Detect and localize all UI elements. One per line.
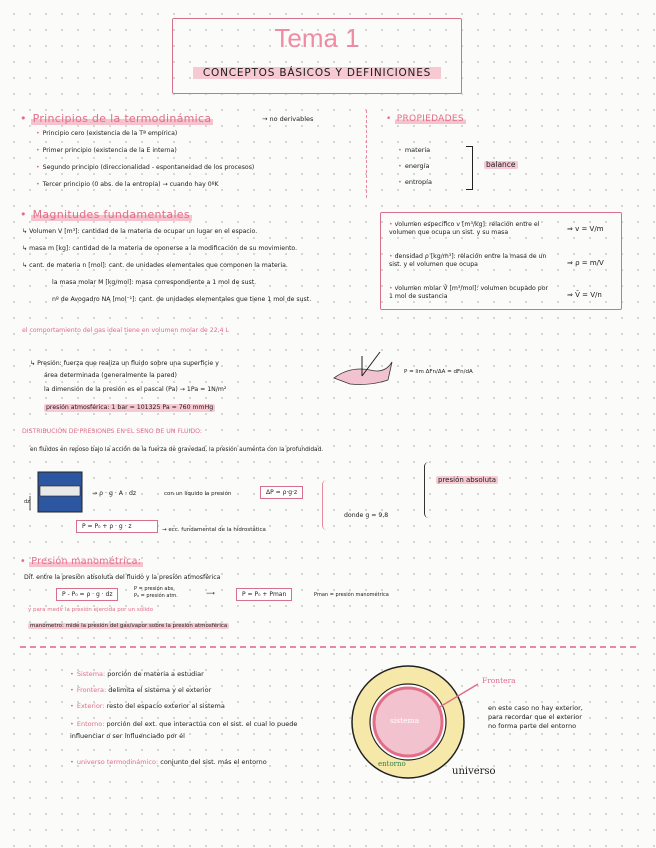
presion-line2: área determinada (generalmente la pared) [44,372,177,379]
list-item: • Principio cero (existencia de la Tª empírica) [36,130,254,138]
eq-main-note: → ecc. fundamental de la hidrostática [162,527,266,533]
propiedades-heading: • PROPIEDADES [386,114,464,124]
frontera-arrow-icon [436,680,482,710]
list-item: • Entorno: porción del ext. que interactúa con el sist. el cual lo puede influenciar o ser influenciado por él [70,718,300,742]
donde-label: donde g ≈ 9,8 [344,512,389,519]
magnitudes-list [22,228,311,304]
principios-heading: • Principios de la termodinámica [20,112,212,125]
specific-formula-1: ⇒ v = V/m [567,225,604,233]
brace-big [424,462,433,518]
eq-mid: con un líquido la presión [164,491,232,497]
universo-label: universo [452,766,496,777]
brace [466,146,473,190]
eq-box-small: ΔP = ρ·g·z [260,486,303,499]
pink-note: y para medir la presión ejercida por un sólido [28,607,153,613]
presion-line1: ↳ Presión: fuerza que realiza un fluido sobre una superficie y [30,360,219,367]
presion-absoluta-label: presión absoluta [438,476,497,484]
specific-item-3: • volumen molar V̄ [m³/mol]: volumen ocupado por 1 mol de sustancia [389,285,549,300]
list-item: ↳ masa m [kg]: cantidad de la materia de oponerse a la modificación de su movimiento. [22,245,298,252]
list-item: ↳ Volumen V [m³]: cantidad de la materia de ocupar un lugar en el espacio. [22,228,258,235]
distribucion-text: en fluidos en reposo bajo la acción de la fuerza de gravedad, la presión aumenta con la profundidad. [30,447,324,453]
page-subtitle: CONCEPTOS BÁSICOS Y DEFINICIONES [193,67,441,79]
balance-label: balance [486,160,516,169]
list-item: • Sistema: porción de materia a estudiar [70,670,330,678]
surface-force-icon [330,348,396,388]
eq2-note: Pman = presión manométrica [314,592,389,598]
principios-note: → no derivables [262,115,314,123]
specific-formula-2: ⇒ ρ = m/V [567,259,604,267]
page-title: Tema 1 [274,23,360,53]
magnitudes-heading: • Magnitudes fundamentales [20,208,190,221]
eq1-notes [134,586,178,600]
note: P = presión abs [134,586,174,592]
propiedades-list [398,146,432,186]
eq-left: → ρ · g · A · dz [92,490,137,497]
list-item: • materia [398,146,432,154]
specific-formula-3: ⇒ V̄ = V/n [567,291,602,299]
presion-line3: la dimensión de la presión es el pascal (Pa) → 1Pa = 1N/m² [44,386,227,393]
entorno-label: entorno [378,760,406,768]
presion-formula: P = lim ΔFn/ΔA = dFn/dA [404,369,473,375]
list-item: • Tercer principio (0 abs. de la entropía) → cuando hay 0ºK [36,181,254,189]
principios-list [36,130,254,189]
sistema-list [70,670,330,766]
sistema-label: sistema [390,716,420,725]
specific-box [380,212,622,310]
presion-line4: presión atmosférica: 1 bar = 101325 Pa = 760 mmHg [46,404,214,411]
eq2: P = P₀ + Pman [236,588,292,601]
vertical-divider [366,110,367,198]
vacuum-note: manómetro: mide la presión del gas/vapor sobre la presión atmosférica [30,623,228,629]
horizontal-divider [20,646,636,648]
manometrica-heading: • Presión manométrica: [20,556,142,567]
list-item: • Exterior: resto del espacio exterior al sistema [70,702,330,710]
eq1: P - P₀ = ρ · g · dz [56,588,118,601]
diagram-note: en este caso no hay exterior, para recordar que el exterior no forma parte del entorno [488,704,583,730]
eq-main: P = P₀ + ρ · g · z [76,520,158,533]
fluid-tank-icon [26,470,96,514]
list-item: • universo termodinámico: conjunto del sist. más el entorno [70,758,330,766]
list-item: • Primer principio (existencia de la E interna) [36,147,254,155]
presion-block [30,360,226,413]
list-item: ↳ cant. de materia n [mol]: cant. de unidades elementales que componen la materia. [22,262,288,269]
specific-item-2: • densidad ρ [kg/m³]: relación entre la masa de un sist. y el volumen que ocupa [389,253,547,268]
list-item: • energía [398,162,432,170]
frontera-label: Frontera [482,676,516,685]
list-item: • Frontera: delimita el sistema y el exterior [70,686,330,694]
title-box [172,18,462,94]
eq-arrow: ⟶ [206,590,215,597]
list-item: • Segundo principio (direccionalidad - espontaneidad de los procesos) [36,164,254,172]
list-item: la masa molar M [kg/mol]: masa correspondiente a 1 mol de sust. [52,279,257,286]
gas-note: el comportamiento del gas ideal tiene en volumen molar de 22,4 L [22,327,229,334]
tank-dz-label: dz [24,499,30,505]
specific-item-1: • volumen específico v [m³/kg]: relación entre el volumen que ocupa un sist. y su masa [389,221,540,236]
distribucion-heading: DISTRIBUCIÓN DE PRESIONES EN EL SENO DE UN FLUIDO: [22,428,202,435]
list-item: nº de Avogadro NA [mol⁻¹]: cant. de unidades elementales que tiene 1 mol de sust. [52,296,312,303]
note: P₀ = presión atm. [134,593,178,599]
manometrica-def: Dif. entre la presión absoluta del fluido y la presión atmosférica [24,574,221,581]
brace-pink [322,480,331,530]
list-item: • entropía [398,178,432,186]
